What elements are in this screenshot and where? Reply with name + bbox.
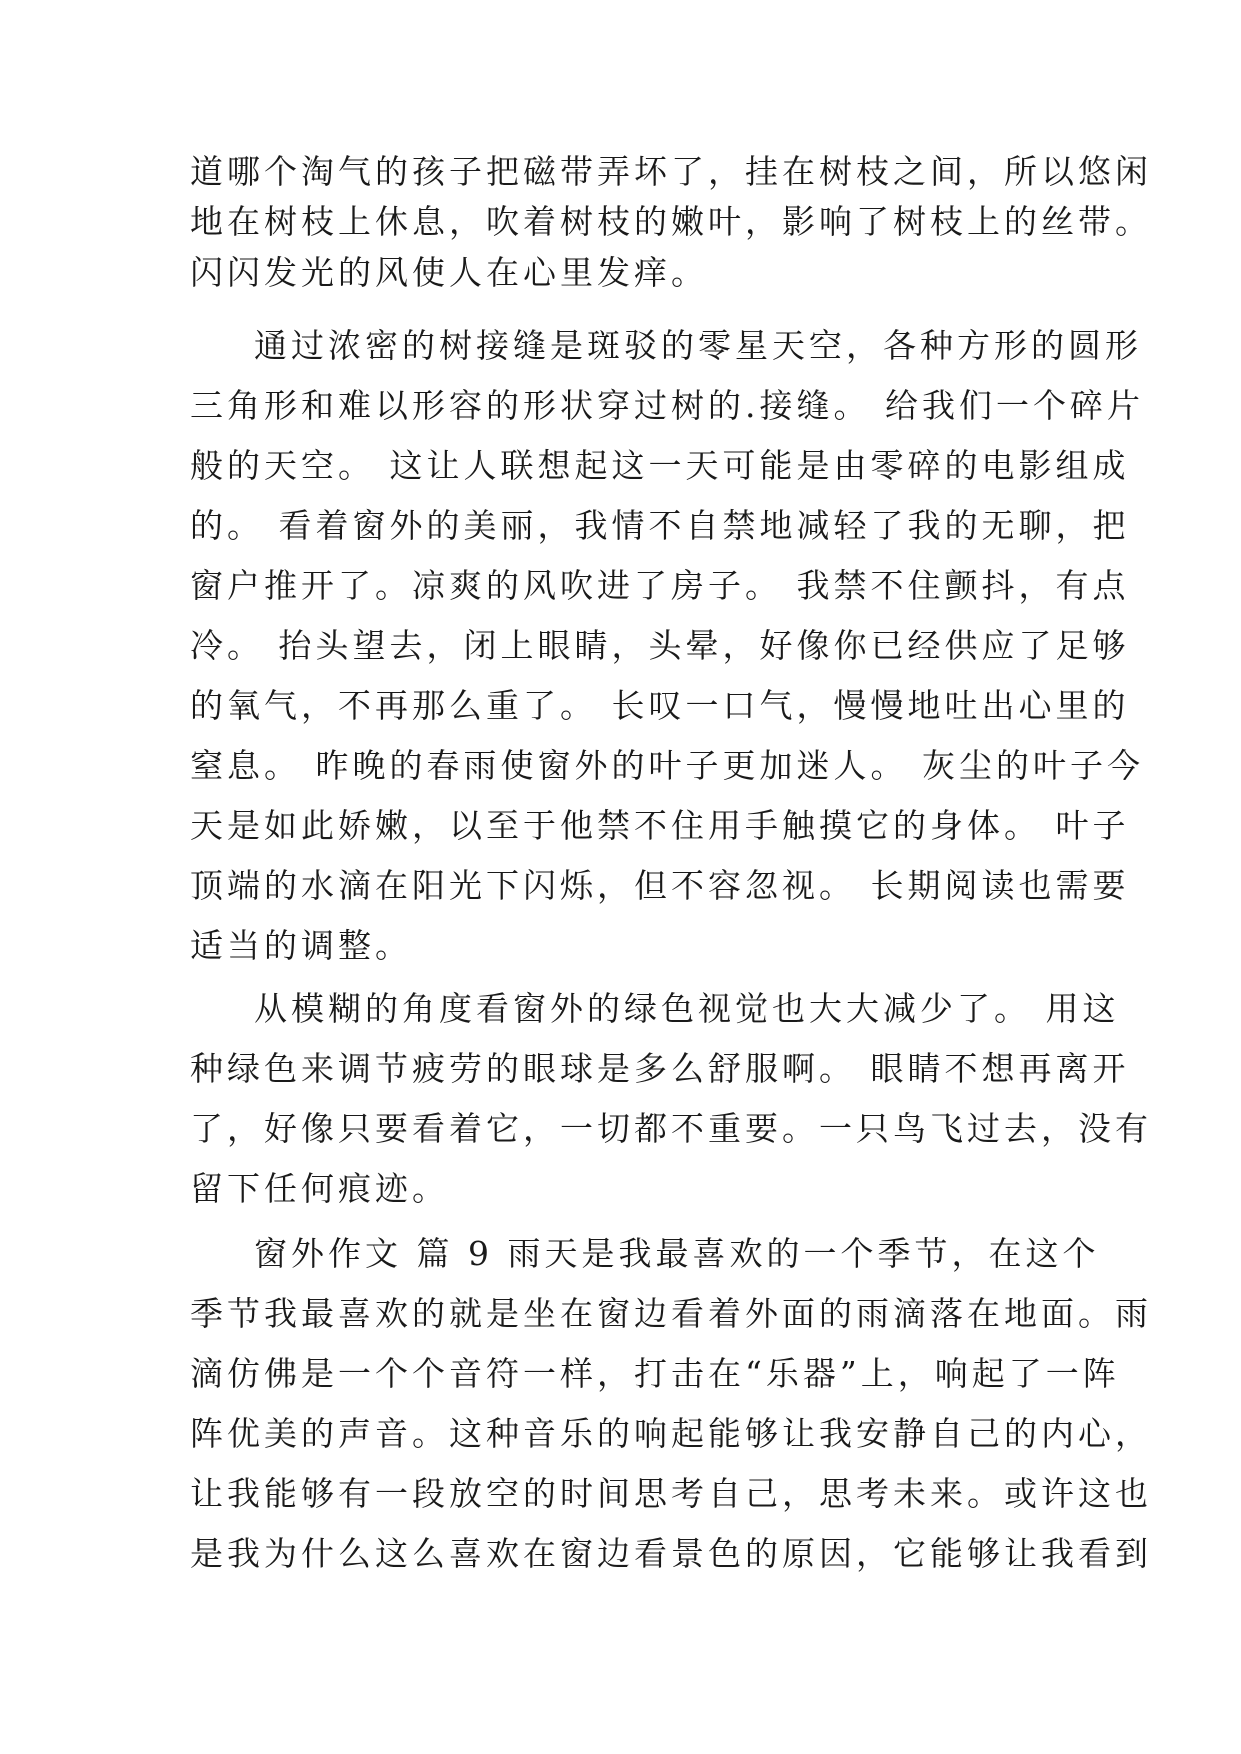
text-line: 滴仿佛是一个个音符一样，打击在“乐器”上，响起了一阵 (190, 1354, 1120, 1393)
text-line: 的氧气，不再那么重了。 长叹一口气，慢慢地吐出心里的 (190, 686, 1130, 725)
text-line: 道哪个淘气的孩子把磁带弄坏了，挂在树枝之间，所以悠闲 (190, 152, 1152, 191)
text-line: 般的天空。 这让人联想起这一天可能是由零碎的电影组成 (190, 446, 1130, 485)
text-line: 顶端的水滴在阳光下闪烁，但不容忽视。 长期阅读也需要 (190, 866, 1130, 905)
text-line: 地在树枝上休息，吹着树枝的嫩叶，影响了树枝上的丝带。 (190, 202, 1152, 241)
text-line: 让我能够有一段放空的时间思考自己，思考未来。或许这也 (190, 1474, 1152, 1513)
text-line: 留下任何痕迹。 (190, 1169, 449, 1208)
paragraph-first-line: 通过浓密的树接缝是斑驳的零星天空，各种方形的圆形 (254, 326, 1142, 365)
paragraph-first-line: 从模糊的角度看窗外的绿色视觉也大大减少了。 用这 (254, 989, 1120, 1028)
text-line: 的。 看着窗外的美丽，我情不自禁地减轻了我的无聊，把 (190, 506, 1130, 545)
text-line: 窒息。 昨晚的春雨使窗外的叶子更加迷人。 灰尘的叶子今 (190, 746, 1144, 785)
text-line: 季节我最喜欢的就是坐在窗边看着外面的雨滴落在地面。雨 (190, 1294, 1152, 1333)
text-line: 适当的调整。 (190, 926, 412, 965)
section-heading-line: 窗外作文 篇 9 雨天是我最喜欢的一个季节，在这个 (254, 1234, 1100, 1273)
text-line: 阵优美的声音。这种音乐的响起能够让我安静自己的内心， (190, 1414, 1152, 1453)
text-line: 天是如此娇嫩，以至于他禁不住用手触摸它的身体。 叶子 (190, 806, 1130, 845)
text-line: 冷。 抬头望去，闭上眼睛，头晕，好像你已经供应了足够 (190, 626, 1130, 665)
text-line: 是我为什么这么喜欢在窗边看景色的原因，它能够让我看到 (190, 1534, 1152, 1573)
text-line: 窗户推开了。凉爽的风吹进了房子。 我禁不住颤抖，有点 (190, 566, 1130, 605)
text-line: 闪闪发光的风使人在心里发痒。 (190, 253, 708, 292)
text-line: 了，好像只要看着它，一切都不重要。一只鸟飞过去，没有 (190, 1109, 1152, 1148)
text-line: 种绿色来调节疲劳的眼球是多么舒服啊。 眼睛不想再离开 (190, 1049, 1130, 1088)
text-line: 三角形和难以形容的形状穿过树的.接缝。 给我们一个碎片 (190, 386, 1144, 425)
